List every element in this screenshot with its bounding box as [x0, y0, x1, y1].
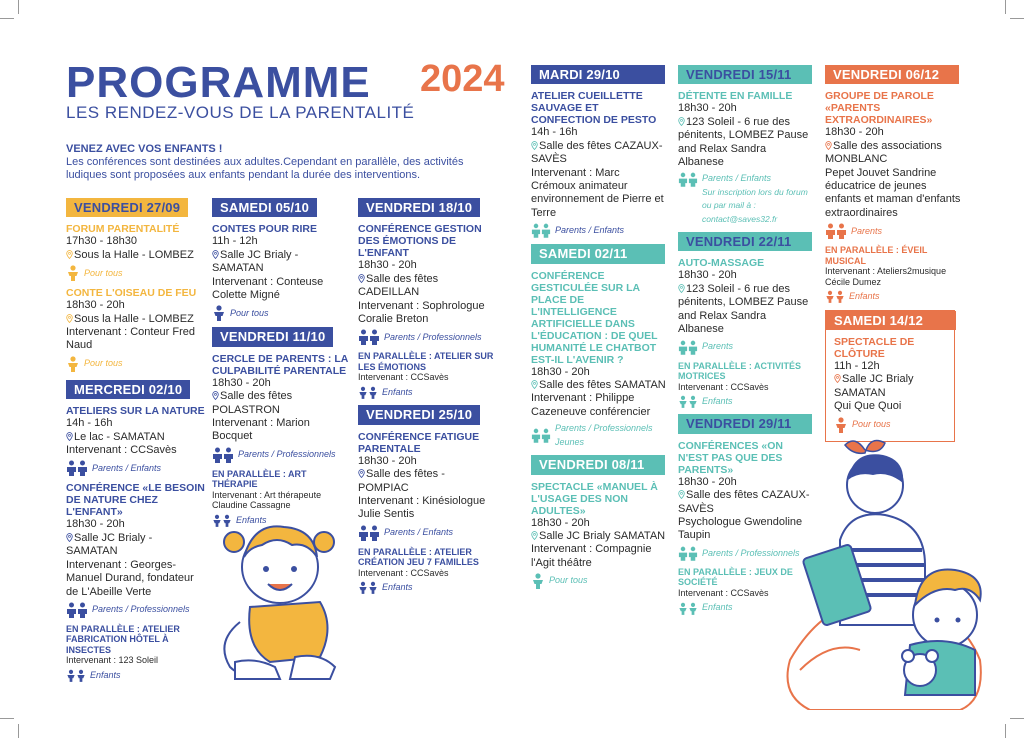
event-time: 18h30 - 20h [531, 516, 590, 529]
event-time: 18h30 - 20h [678, 269, 737, 282]
event-time: 17h30 - 18h30 [66, 235, 137, 248]
event-time: 18h30 - 20h [358, 454, 417, 467]
event [212, 223, 350, 321]
two-people-icon [66, 460, 88, 476]
person-icon [531, 573, 545, 589]
parallel-activity: EN PARALLÈLE : ACTIVITÉS MOTRICES [678, 360, 802, 381]
location-pin-icon [834, 374, 841, 383]
two-people-icon [66, 602, 88, 618]
parallel-speaker: Intervenant : CCSavès [678, 587, 769, 598]
event [678, 90, 814, 226]
audience: Pour tous [531, 573, 667, 589]
event-place: Le lac - SAMATAN [66, 431, 206, 444]
location-pin-icon [531, 380, 538, 389]
location-pin-icon [66, 533, 73, 542]
event-title: SPECTACLE «MANUEL À L'USAGE DES NON ADULTES» [531, 480, 658, 517]
audience: Parents / Professionnels [358, 329, 498, 345]
column-2 [212, 198, 350, 533]
audience: Parents [678, 340, 814, 355]
event-title: CONFÉRENCE GESTICULÉE SUR LA PLACE DE L'INTELLIGENCE ARTIFICIELLE DANS L'ÉDUCATION : DE QUEL HUMANITÉ LE CHATBOT EST-IL L'AVENIR ? [531, 269, 658, 366]
family-illustration [780, 430, 1005, 710]
event-place: 123 Soleil - 6 rue des pénitents, LOMBEZ Pause and Relax Sandra Albanese [678, 282, 809, 336]
person-icon [66, 356, 80, 372]
event-title: CONFÉRENCE FATIGUE PARENTALE [358, 430, 480, 455]
audience: Enfants [358, 581, 498, 594]
event-place: Salle des fêtes CAZAUX-SAVÈS [678, 489, 810, 515]
day-header: VENDREDI 25/10 [358, 405, 480, 424]
audience: Parents / Enfants [531, 223, 667, 238]
day-header: VENDREDI 06/12 [825, 65, 959, 84]
event-speaker: Intervenant : Marc Crémoux animateur environnement de Pierre et Terre [531, 166, 664, 219]
event-speaker: Intervenant : Marion Bocquet [212, 417, 310, 443]
event [358, 431, 498, 595]
children-icon [678, 395, 698, 408]
event-title: SPECTACLE DE CLÔTURE [834, 336, 915, 361]
audience: Pour tous [66, 356, 206, 372]
location-pin-icon [358, 274, 365, 283]
event-place: 123 Soleil - 6 rue des pénitents, LOMBEZ Pause and Relax Sandra Albanese [678, 115, 809, 169]
audience: Parents / Professionnels [678, 546, 814, 561]
two-people-icon [825, 223, 847, 239]
event-place: Salle JC Brialy SAMATAN [531, 530, 667, 543]
parallel-speaker: Intervenant : Ateliers2musique Cécile Dumez [825, 266, 947, 287]
children-icon [825, 290, 845, 303]
location-pin-icon [825, 141, 832, 150]
event-time: 18h30 - 20h [678, 102, 737, 115]
event [212, 353, 350, 527]
day-header: VENDREDI 22/11 [678, 232, 812, 251]
event-time: 11h - 12h [212, 235, 258, 248]
audience: Pour tous [66, 265, 206, 281]
event-place: Salle JC Brialy SAMATAN [834, 373, 914, 399]
intro-lead: VENEZ AVEC VOS ENFANTS ! [66, 143, 223, 155]
event-time: 18h30 - 20h [212, 376, 271, 389]
location-pin-icon [66, 250, 73, 259]
parallel-activity: EN PARALLÈLE : ATELIER CRÉATION JEU 7 FAMILLES [358, 546, 479, 568]
audience: Parents / Enfants [358, 525, 498, 541]
audience: Enfants [212, 514, 350, 527]
event-speaker: Intervenant : Philippe Cazeneuve conférencier [531, 392, 651, 418]
event-time: 14h - 16h [531, 126, 578, 139]
parallel-activity: EN PARALLÈLE : ATELIER SUR LES ÉMOTIONS [358, 351, 494, 372]
day-header: VENDREDI 11/10 [212, 327, 333, 346]
event [531, 270, 667, 449]
event-title: ATELIER CUEILLETTE SAUVAGE ET CONFECTION DE PESTO [531, 90, 657, 127]
day-header: MERCREDI 02/10 [66, 380, 190, 399]
event-title: CONTES POUR RIRE [212, 223, 318, 236]
parallel-speaker: Intervenant : Art thérapeute Claudine Cassagne [212, 489, 322, 511]
day-header: SAMEDI 02/11 [531, 244, 665, 263]
audience: Enfants [678, 395, 814, 408]
children-icon [678, 602, 698, 615]
event [66, 405, 206, 476]
event-time: 18h30 - 20h [358, 259, 417, 272]
audience: Parents / Professionnels Jeunes [531, 422, 667, 449]
event-time: 18h30 - 20h [66, 518, 125, 531]
audience: Pour tous [212, 305, 350, 321]
location-pin-icon [212, 250, 219, 259]
event-speaker: Intervenant : Kinésiologue Julie Sentis [358, 494, 486, 521]
event-time: 18h30 - 20h [531, 365, 590, 378]
event-speaker: Intervenant : CCSavès [66, 444, 177, 457]
intro-text: Les conférences sont destinées aux adultes.Cependant en parallèle, des activités ludiques sont proposées aux enfants pendant la durée des interventions. [66, 156, 464, 181]
event-speaker: Intervenant : Compagnie l'Agit théâtre [531, 543, 652, 569]
event-time: 18h30 - 20h [66, 299, 125, 312]
location-pin-icon [66, 432, 73, 441]
event-time: 11h - 12h [834, 360, 880, 373]
location-pin-icon [66, 314, 73, 323]
event-place: Salle JC Brialy - SAMATAN [66, 531, 153, 558]
column-3 [358, 198, 498, 601]
audience: Pour tous [834, 417, 946, 433]
closing-event-box [825, 310, 955, 442]
event-speaker: Psychologue Gwendoline Taupin [678, 516, 803, 542]
two-people-icon [678, 546, 698, 561]
event-place: Salle des associations MONBLANC [825, 139, 942, 166]
year: 2024 [420, 58, 505, 100]
page-title: PROGRAMME [66, 58, 371, 107]
event-place: Salle JC Brialy - SAMATAN [212, 248, 299, 275]
audience: Enfants [66, 669, 206, 682]
event [66, 287, 206, 372]
event-time: 18h30 - 20h [678, 475, 737, 488]
two-people-icon [531, 428, 551, 443]
audience: Parents / Enfants Sur inscription lors du forum ou par mail à : contact@saves32.fr [678, 172, 814, 226]
day-header: VENDREDI 27/09 [66, 198, 188, 217]
event [531, 90, 667, 238]
parallel-activity: EN PARALLÈLE : ART THÉRAPIE [212, 468, 307, 490]
person-icon [66, 265, 80, 281]
child-illustration [210, 512, 350, 682]
event-speaker: Intervenant : Conteur Fred Naud [66, 326, 196, 352]
parallel-activity: EN PARALLÈLE : ÉVEIL MUSICAL [825, 245, 928, 266]
event-speaker: Intervenant : Georges-Manuel Durand, fondateur de L'Abeille Verte [66, 558, 194, 598]
audience: Parents [825, 223, 961, 239]
location-pin-icon [212, 391, 219, 400]
event-time: 18h30 - 20h [825, 126, 884, 139]
two-people-icon [212, 447, 234, 463]
two-people-icon [531, 223, 551, 238]
person-icon [212, 305, 226, 321]
parallel-speaker: Intervenant : CCSavès [358, 372, 449, 383]
event-time: 14h - 16h [66, 417, 113, 430]
column-6 [825, 65, 961, 442]
audience: Parents / Professionnels [66, 602, 206, 618]
event-title: CONFÉRENCES «ON N'EST PAS QUE DES PARENTS» [678, 439, 784, 476]
event [825, 90, 961, 303]
location-pin-icon [678, 284, 685, 293]
parallel-speaker: Intervenant : CCSavès [358, 567, 449, 578]
column-4 [531, 65, 667, 595]
event-speaker: Intervenant : Sophrologue Coralie Breton [358, 299, 485, 326]
audience: Enfants [825, 290, 961, 303]
two-people-icon [678, 172, 698, 187]
event-title: CERCLE DE PARENTS : LA CULPABILITÉ PARENTALE [212, 352, 348, 377]
location-pin-icon [531, 531, 538, 540]
day-header: SAMEDI 14/12 [826, 311, 956, 330]
event-title: DÉTENTE EN FAMILLE [678, 90, 793, 103]
audience: Enfants [678, 601, 814, 614]
parallel-speaker: Intervenant : 123 Soleil [66, 655, 159, 666]
parallel-speaker: Intervenant : CCSavès [678, 381, 769, 392]
intro [66, 143, 466, 182]
children-icon [66, 669, 86, 682]
location-pin-icon [531, 141, 538, 150]
event-place: Salle des fêtes POLASTRON [212, 390, 293, 416]
event [66, 223, 206, 281]
event-title: CONTE L'OISEAU DE FEU [66, 287, 197, 300]
audience: Enfants [358, 386, 498, 399]
event-speaker: Qui Que Quoi [834, 400, 902, 413]
event-place: Salle des fêtes SAMATAN [531, 379, 667, 392]
event [358, 223, 498, 399]
parallel-activity: EN PARALLÈLE : ATELIER FABRICATION HÔTEL À INSECTES [66, 623, 180, 655]
event-speaker: Pepet Jouvet Sandrine éducatrice de jeunes enfants et maman d'enfants extraordinaires [825, 166, 961, 219]
event-place: Sous la Halle - LOMBEZ [66, 249, 206, 262]
parallel-activity: EN PARALLÈLE : JEUX DE SOCIÉTÉ [678, 566, 793, 588]
two-people-icon [678, 340, 698, 355]
event [531, 481, 667, 590]
location-pin-icon [678, 117, 685, 126]
event [678, 257, 814, 408]
audience: Parents / Enfants [66, 460, 206, 476]
event-title: CONFÉRENCE GESTION DES ÉMOTIONS DE L'ENFANT [358, 223, 482, 260]
event-place: Salle des fêtes CAZAUX-SAVÈS [531, 139, 663, 166]
children-icon [358, 386, 378, 399]
two-people-icon [358, 329, 380, 345]
event-place: Sous la Halle - LOMBEZ [66, 313, 206, 326]
page-subtitle: LES RENDEZ-VOUS DE LA PARENTALITÉ [66, 103, 415, 122]
location-pin-icon [358, 469, 365, 478]
event [66, 482, 206, 682]
day-header: VENDREDI 08/11 [531, 455, 665, 474]
day-header: MARDI 29/10 [531, 65, 665, 84]
event-speaker: Intervenant : Conteuse Colette Migné [212, 275, 324, 302]
column-1 [66, 198, 206, 688]
day-header: VENDREDI 18/10 [358, 198, 480, 217]
event-title: AUTO-MASSAGE [678, 257, 765, 270]
day-header: VENDREDI 15/11 [678, 65, 812, 84]
day-header: VENDREDI 29/11 [678, 414, 812, 433]
day-header: SAMEDI 05/10 [212, 198, 317, 217]
two-people-icon [358, 525, 380, 541]
event-title: GROUPE DE PAROLE «PARENTS EXTRAORDINAIRES» [825, 90, 934, 127]
location-pin-icon [678, 490, 685, 499]
audience: Parents / Professionnels [212, 447, 350, 463]
children-icon [358, 581, 378, 594]
event-title: FORUM PARENTALITÉ [66, 223, 180, 236]
event-place: Salle des fêtes CADEILLAN [358, 272, 439, 299]
event-place: Salle des fêtes - POMPIAC [358, 468, 445, 494]
event-title: CONFÉRENCE «LE BESOIN DE NATURE CHEZ L'ENFANT» [66, 482, 205, 519]
event-title: ATELIERS SUR LA NATURE [66, 405, 205, 418]
